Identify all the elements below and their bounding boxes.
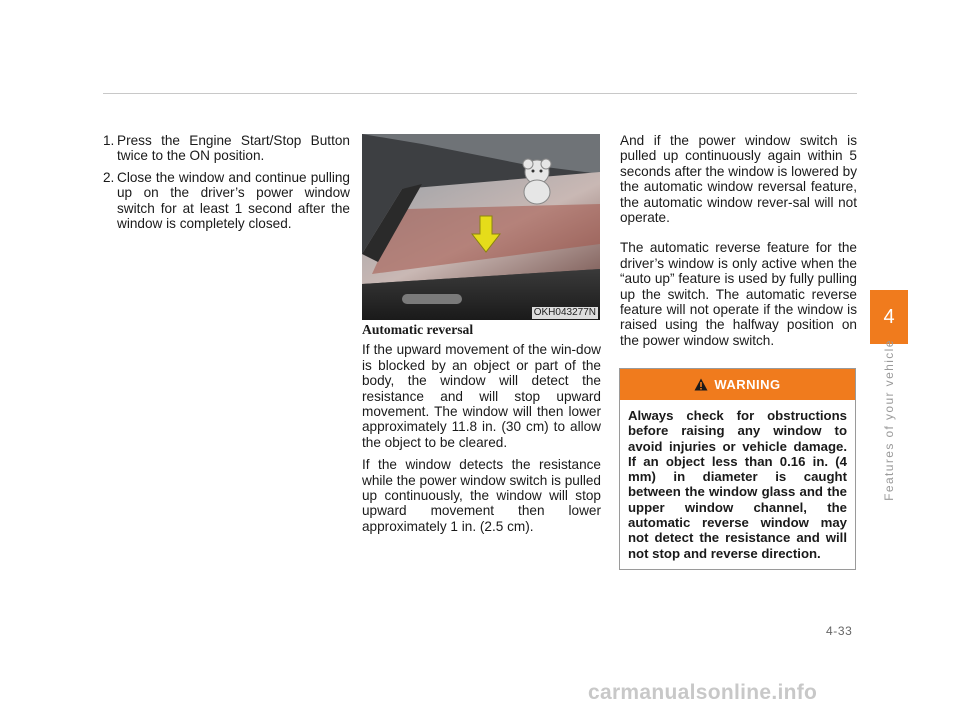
warning-header (620, 369, 855, 400)
warning-triangle-icon (694, 378, 708, 391)
paragraph: The automatic reverse feature for the driver’s window is only active when the “auto up” feature is used by fully pulling up the switch. The automatic reverse feature will not operate if the window is raised using the halfway position on the power window switch. (620, 240, 857, 348)
step-number: 1. (103, 133, 115, 148)
paragraph: And if the power window switch is pulled up continuously again within 5 seconds after the window is lowered by the automatic window reversal feature, the automatic window rever-sal will not operate. (620, 133, 857, 226)
step-item (103, 133, 350, 164)
steps-column (103, 133, 350, 237)
warning-title: WARNING (714, 377, 781, 392)
page-number: 4-33 (826, 624, 853, 638)
header-rule (103, 93, 857, 94)
step-text: Press the Engine Start/Stop Button twice to the ON position. (117, 133, 350, 164)
chapter-number: 4 (883, 305, 895, 328)
warning-box (619, 368, 856, 570)
step-number: 2. (103, 169, 115, 185)
watermark: carmanualsonline.info (588, 681, 818, 704)
window-photo (362, 134, 600, 320)
paragraph: If the upward movement of the win-dow is blocked by an object or part of the body, the window will detect the resistance and will stop upward movement. The window will then lower approximately 11.8 in. (30 cm) to allow the object to be cleared. (362, 342, 601, 450)
step-text: Close the window and continue pulling up on the driver’s power window switch for at least 1 second after the window is completely closed. (117, 169, 350, 232)
warning-text: Always check for obstructions before raising any window to avoid injuries or vehicle damage. If an object less than 0.16 in. (4 mm) in diameter is caught between the window glass and the upper window channel, the automatic reverse window may not detect the resistance and will not stop and reverse direction. (628, 408, 847, 561)
right-column (620, 133, 857, 348)
chapter-tab (870, 290, 908, 344)
section-heading: Automatic reversal (362, 322, 474, 337)
steps-list (103, 133, 350, 231)
paragraph: If the window detects the resistance while the power window switch is pulled up continuously, the window will stop upward movement then lower approximately 1 in. (2.5 cm). (362, 457, 601, 534)
car-interior-illustration (362, 134, 600, 320)
chapter-title: Features of your vehicle (882, 339, 896, 501)
step-item (103, 170, 350, 232)
auto-reversal-section (362, 322, 601, 534)
figure-code: OKH043277N (533, 307, 596, 318)
